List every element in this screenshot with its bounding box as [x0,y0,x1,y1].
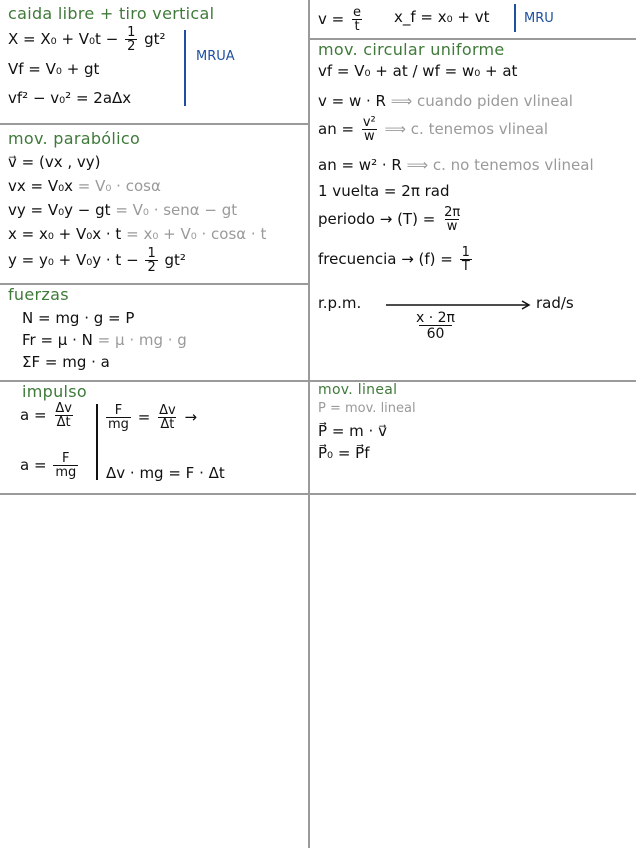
equation-part: frecuencia → (f) = [318,250,453,268]
equation-normal: N = mg · g = P [22,309,135,327]
equation-vector-velocity: v⃗ = (vx , vy) [8,153,101,171]
equation-part: X = X₀ + V₀t − [8,30,119,48]
fraction-denominator: T [461,259,470,274]
fraction [53,452,78,479]
section-heading: mov. lineal [318,382,398,398]
equation-part: gt² [164,251,186,269]
note-momentum: P = mov. lineal [318,401,416,416]
section-heading: caida libre + tiro vertical [8,4,215,23]
fraction-numerator: v² [362,115,376,130]
section-heading: mov. parabólico [8,129,141,148]
equation-part: v = w · R [318,92,386,110]
fraction [442,206,462,233]
equation-part: an = [318,120,355,138]
fraction-numerator: Δv [159,403,176,418]
equation-x [8,225,266,243]
equation-note: ⟹ cuando piden vlineal [390,92,573,110]
equation-vy [8,201,237,219]
fraction-denominator: 60 [419,325,453,341]
fraction-denominator: Δt [56,415,71,430]
equation-part: vx = V₀x [8,177,74,195]
fraction-numerator: 1 [127,25,136,40]
equation-vuelta: 1 vuelta = 2π rad [318,182,450,200]
fraction [125,26,137,53]
equation-part: Fr = μ · N [22,331,93,349]
fraction-denominator: Δt [160,417,175,432]
equation-centripetal-1 [318,116,548,143]
equation-note: ⟹ c. tenemos vlineal [384,120,549,138]
equation-acceleration-2 [20,452,80,479]
section-caida-libre [0,0,308,123]
equation-impulse-ratio [104,404,197,431]
fraction [351,6,363,33]
equation-note: ⟹ c. no tenemos vlineal [406,156,594,174]
fraction-denominator: w [446,219,458,234]
fraction-denominator: mg [55,465,77,480]
arrow-symbol: → [184,408,198,426]
equation-part: gt² [144,30,166,48]
fraction [361,116,378,143]
fraction-denominator: t [354,19,360,34]
section-circular [310,40,636,380]
equation-part: vy = V₀y − gt [8,201,111,219]
section-fuerzas [0,285,308,380]
fraction [145,247,157,274]
equation-part: = [137,408,151,426]
divider-row-4 [0,493,636,495]
section-heading: impulso [22,382,87,401]
equation-velocity: Vf = V₀ + gt [8,60,100,78]
brace-mark [514,4,516,32]
equation-note: = V₀ · senα − gt [115,201,238,219]
equation-frecuencia [318,246,474,273]
equation-part: x = x₀ + V₀x · t [8,225,122,243]
fraction [408,312,463,341]
equation-part: a = [20,406,47,424]
equation-vx [8,177,161,195]
equation-conservation: P⃗₀ = P⃗f [318,444,370,462]
section-heading: mov. circular uniforme [318,40,505,59]
equation-periodo [318,206,464,233]
label-mrua: MRUA [196,49,235,64]
brace-mark [184,30,186,106]
equation-part: y = y₀ + V₀y · t − [8,251,139,269]
fraction-numerator: e [353,5,361,20]
fraction-numerator: F [114,403,123,418]
section-mov-lineal [310,382,636,493]
equation-linear-velocity [318,92,573,110]
equation-centripetal-2 [318,156,594,174]
section-heading: fuerzas [8,285,69,304]
equation-part: v = [318,10,345,28]
fraction-numerator: 1 [147,246,156,261]
fraction-numerator: 2π [444,205,461,220]
equation-momentum: P⃗ = m · v⃗ [318,422,387,440]
label-mru: MRU [524,11,554,26]
equation-angular-velocity: vf = V₀ + at / wf = w₀ + at [318,62,518,80]
fraction [53,402,74,429]
equation-impulse: Δv · mg = F · Δt [106,464,225,482]
rpm-fraction [406,312,465,341]
equation-note: = V₀ · cosα [77,177,161,195]
equation-part: a = [20,456,47,474]
section-impulso [0,382,308,493]
fraction [460,246,472,273]
equation-torricelli: vf² − v₀² = 2aΔx [8,89,132,107]
rpm-label: r.p.m. [318,294,362,312]
separator-bar [96,404,98,480]
fraction-denominator: mg [108,417,129,432]
conversion-arrow [386,300,536,310]
fraction-denominator: w [363,129,375,144]
section-mru [310,0,636,38]
fraction [106,404,131,431]
fraction-denominator: 2 [147,260,156,275]
equation-acceleration-1 [20,402,76,429]
fraction-numerator: 1 [461,245,470,260]
equation-friction [22,331,187,349]
fraction-numerator: Δv [55,401,72,416]
section-parabolico [0,125,308,283]
fraction-numerator: F [62,451,70,466]
equation-y [8,247,186,274]
equation-note: = μ · mg · g [97,331,187,349]
fraction-denominator: 2 [127,39,136,54]
equation-part: an = w² · R [318,156,402,174]
equation-velocity-mru [318,6,365,33]
equation-sum-forces: ΣF = mg · a [22,353,110,371]
equation-position-mru: x_f = x₀ + vt [394,8,490,26]
fraction-numerator: x · 2π [416,310,455,326]
equation-part: periodo → (T) = [318,210,436,228]
fraction [157,404,178,431]
equation-position [8,26,166,53]
equation-note: = x₀ + V₀ · cosα · t [126,225,267,243]
rads-label: rad/s [536,294,574,312]
